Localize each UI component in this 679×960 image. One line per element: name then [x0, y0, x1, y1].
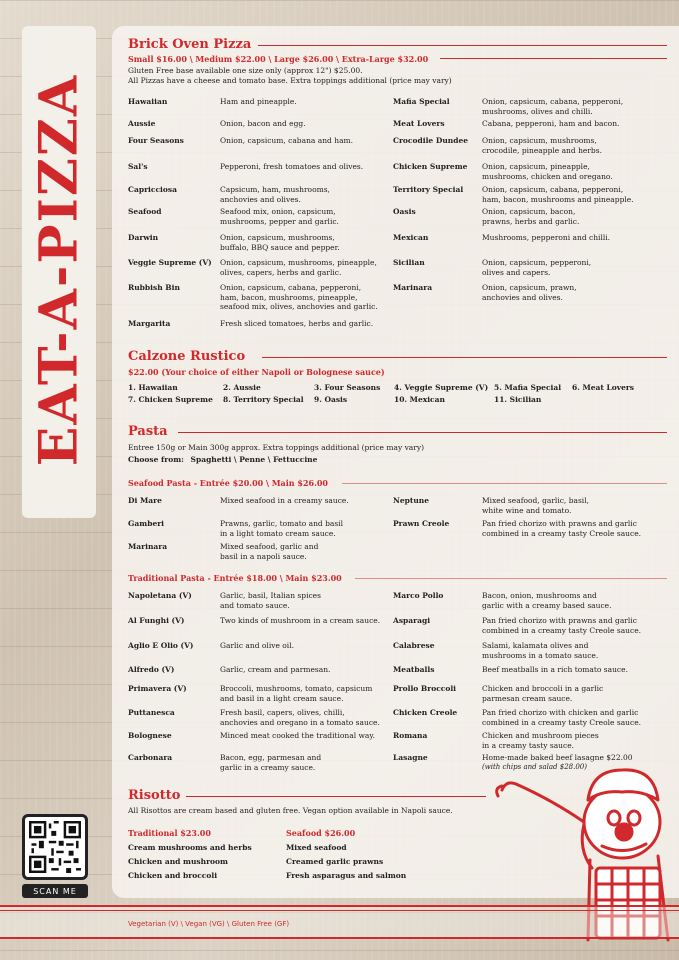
- menu-item-description: Mixed seafood, garlic and basil in a napoli sauce.: [220, 542, 319, 561]
- risotto-item: Fresh asparagus and salmon: [286, 871, 407, 880]
- menu-item-name: Darwin: [128, 233, 159, 242]
- menu-item-name: Marinara: [128, 542, 168, 551]
- menu-item-description: Garlic and olive oil.: [220, 641, 294, 650]
- menu-item-name: Mexican: [393, 233, 429, 242]
- risotto-traditional-header: Traditional $23.00: [128, 828, 211, 838]
- menu-item-name: Marco Pollo: [393, 591, 444, 600]
- menu-item-description: Onion, capsicum, cabana, pepperoni, ham, bacon, mushrooms and pineapple.: [482, 185, 634, 204]
- pasta-choose-label: Choose from:: [128, 455, 184, 464]
- menu-item-description: Two kinds of mushroom in a cream sauce.: [220, 616, 381, 625]
- risotto-item: Chicken and mushroom: [128, 857, 228, 866]
- pasta-rule: [178, 432, 667, 433]
- menu-item-description: Onion, capsicum, mushrooms, buffalo, BBQ sauce and pepper.: [220, 233, 340, 252]
- calzone-item: 3. Four Seasons: [314, 383, 381, 392]
- pasta-section-title: Pasta: [128, 424, 168, 439]
- menu-item-description: Garlic, basil, Italian spices and tomato sauce.: [220, 591, 321, 610]
- menu-item-name: Primavera (V): [128, 684, 187, 693]
- pasta-note: Entree 150g or Main 300g approx. Extra toppings additional (price may vary): [128, 443, 425, 452]
- menu-item-name: Puttanesca: [128, 708, 175, 717]
- calzone-item: 10. Mexican: [394, 395, 445, 404]
- menu-item-name: Marinara: [393, 283, 433, 292]
- menu-item-name: Oasis: [393, 207, 416, 216]
- menu-item-description: Minced meat cooked the traditional way.: [220, 731, 376, 740]
- calzone-section-title: Calzone Rustico: [128, 349, 246, 364]
- menu-item-description: Mixed seafood in a creamy sauce.: [220, 496, 349, 505]
- menu-item-description: Capsicum, ham, mushrooms, anchovies and olives.: [220, 185, 330, 204]
- risotto-note: All Risottos are cream based and gluten free. Vegan option available in Napoli sauce.: [128, 806, 453, 815]
- menu-item-name: Capricciosa: [128, 185, 177, 194]
- menu-item-name: Di Mare: [128, 496, 162, 505]
- calzone-item: 4. Veggie Supreme (V): [394, 383, 489, 392]
- menu-item-name: Four Seasons: [128, 136, 184, 145]
- menu-item-description: Onion, capsicum, cabana, pepperoni, ham, bacon, mushrooms, pineapple, seafood mix, olives, anchovies and garlic.: [220, 283, 378, 311]
- menu-item-description: Chicken and broccoli in a garlic parmesan cream sauce.: [482, 684, 604, 703]
- menu-item-description: Onion, capsicum, mushrooms, crocodile, pineapple and herbs.: [482, 136, 602, 155]
- menu-item-name: Prollo Broccoli: [393, 684, 457, 693]
- menu-item-name: Asparagi: [393, 616, 431, 625]
- calzone-price: $22.00 (Your choice of either Napoli or Bolognese sauce): [128, 367, 385, 377]
- menu-item-description: Ham and pineapple.: [220, 97, 297, 106]
- menu-item-name: Meat Lovers: [393, 119, 445, 128]
- menu-item-name: Calabrese: [393, 641, 435, 650]
- risotto-item: Cream mushrooms and herbs: [128, 843, 252, 852]
- menu-item-description: Onion, capsicum, pineapple, mushrooms, chicken and oregano.: [482, 162, 613, 181]
- menu-item-description: Onion, bacon and egg.: [220, 119, 306, 128]
- menu-item-description: Home-made baked beef lasagne $22.00: [482, 753, 633, 762]
- pizza-note-base: All Pizzas have a cheese and tomato base. Extra toppings additional (price may vary): [128, 76, 452, 85]
- menu-item-description: Broccoli, mushrooms, tomato, capsicum and basil in a light cream sauce.: [220, 684, 373, 703]
- pasta-choose: [128, 455, 317, 465]
- menu-item-description: Beef meatballs in a rich tomato sauce.: [482, 665, 628, 674]
- menu-item-name: Aglio E Olio (V): [128, 641, 194, 650]
- menu-item-name: Chicken Creole: [393, 708, 458, 717]
- menu-item-description: Garlic, cream and parmesan.: [220, 665, 331, 674]
- risotto-item: Mixed seafood: [286, 843, 347, 852]
- risotto-item: Creamed garlic prawns: [286, 857, 384, 866]
- menu-item-name: Seafood: [128, 207, 162, 216]
- menu-item-name: Territory Special: [393, 185, 464, 194]
- menu-item-description: Onion, capsicum, prawn, anchovies and olives.: [482, 283, 577, 302]
- menu-item-description: Onion, capsicum, pepperoni, olives and capers.: [482, 258, 592, 277]
- calzone-item: 7. Chicken Supreme: [128, 395, 213, 404]
- menu-item-description: Pan fried chorizo with prawns and garlic combined in a creamy tasty Creole sauce.: [482, 616, 642, 635]
- calzone-item: 9. Oasis: [314, 395, 348, 404]
- pizza-rule-2: [440, 58, 667, 59]
- menu-item-name: Veggie Supreme (V): [128, 258, 212, 267]
- pizza-section-title: Brick Oven Pizza: [128, 37, 252, 52]
- menu-item-name: Alfredo (V): [128, 665, 175, 674]
- menu-item-description: Mushrooms, pepperoni and chilli.: [482, 233, 611, 242]
- traditional-pasta-rule: [355, 578, 667, 579]
- risotto-rule: [186, 796, 486, 797]
- menu-item-description: Salami, kalamata olives and mushrooms in a tomato sauce.: [482, 641, 599, 660]
- footer-band: [0, 905, 679, 939]
- seafood-pasta-header: Seafood Pasta - Entrée $20.00 \ Main $26.00: [128, 478, 328, 488]
- dietary-legend: Vegetarian (V) \ Vegan (VG) \ Gluten Free (GF): [128, 920, 290, 928]
- menu-item-name: Al Funghi (V): [128, 616, 185, 625]
- menu-item-name: Lasagne: [393, 753, 428, 762]
- menu-item-description: Mixed seafood, garlic, basil, white wine and tomato.: [482, 496, 589, 515]
- seafood-pasta-rule: [342, 483, 667, 484]
- calzone-item: 6. Meat Lovers: [572, 383, 635, 392]
- risotto-seafood-header: Seafood $26.00: [286, 828, 356, 838]
- lasagne-note: (with chips and salad $28.00): [482, 763, 587, 771]
- menu-item-description: Pepperoni, fresh tomatoes and olives.: [220, 162, 364, 171]
- menu-item-description: Bacon, onion, mushrooms and garlic with a creamy based sauce.: [482, 591, 612, 610]
- risotto-item: Chicken and broccoli: [128, 871, 218, 880]
- menu-item-description: Onion, capsicum, cabana, pepperoni, mushrooms, olives and chilli.: [482, 97, 624, 116]
- pizza-sizes: Small $16.00 \ Medium $22.00 \ Large $26.00 \ Extra-Large $32.00: [128, 54, 429, 64]
- menu-item-description: Cabana, pepperoni, ham and bacon.: [482, 119, 620, 128]
- pizza-note-gluten: Gluten Free base available one size only (approx 12") $25.00.: [128, 66, 363, 75]
- menu-item-name: Rubbish Bin: [128, 283, 180, 292]
- menu-item-description: Pan fried chorizo with prawns and garlic combined in a creamy tasty Creole sauce.: [482, 519, 642, 538]
- menu-item-description: Onion, capsicum, bacon, prawns, herbs and garlic.: [482, 207, 580, 226]
- menu-item-name: Sal's: [128, 162, 148, 171]
- menu-item-description: Fresh basil, capers, olives, chilli, anchovies and oregano in a tomato sauce.: [220, 708, 380, 727]
- qr-code[interactable]: [22, 814, 88, 880]
- menu-item-description: Prawns, garlic, tomato and basil in a light tomato cream sauce.: [220, 519, 344, 538]
- calzone-item: 1. Hawaiian: [128, 383, 178, 392]
- qr-code-icon: [29, 821, 81, 873]
- calzone-item: 2. Aussie: [223, 383, 261, 392]
- menu-item-name: Prawn Creole: [393, 519, 450, 528]
- menu-item-name: Mafia Special: [393, 97, 450, 106]
- calzone-item: 5. Mafia Special: [494, 383, 562, 392]
- menu-item-description: Onion, capsicum, cabana and ham.: [220, 136, 354, 145]
- menu-item-description: Pan fried chorizo with chicken and garlic combined in a creamy tasty Creole sauce.: [482, 708, 642, 727]
- menu-item-name: Aussie: [128, 119, 156, 128]
- menu-item-name: Meatballs: [393, 665, 435, 674]
- menu-item-name: Napoletana (V): [128, 591, 192, 600]
- menu-item-name: Margarita: [128, 319, 171, 328]
- menu-item-name: Crocodile Dundee: [393, 136, 469, 145]
- menu-item-description: Chicken and mushroom pieces in a creamy tasty sauce.: [482, 731, 599, 750]
- scan-me-label[interactable]: SCAN ME: [22, 884, 88, 898]
- menu-item-name: Chicken Supreme: [393, 162, 468, 171]
- pasta-choose-options: Spaghetti \ Penne \ Fettuccine: [190, 455, 318, 464]
- menu-item-name: Hawaiian: [128, 97, 168, 106]
- calzone-item: 8. Territory Special: [223, 395, 304, 404]
- pizza-rule: [258, 45, 667, 46]
- calzone-item: 11. Sicilian: [494, 395, 542, 404]
- menu-item-description: Fresh sliced tomatoes, herbs and garlic.: [220, 319, 374, 328]
- menu-item-name: Carbonara: [128, 753, 173, 762]
- menu-item-name: Neptune: [393, 496, 430, 505]
- brand-title: EAT-A-PIZZA: [28, 73, 90, 467]
- menu-item-name: Gamberi: [128, 519, 165, 528]
- menu-item-name: Romana: [393, 731, 428, 740]
- menu-item-description: Seafood mix, onion, capsicum, mushrooms, pepper and garlic.: [220, 207, 339, 226]
- menu-item-description: Bacon, egg, parmesan and garlic in a creamy sauce.: [220, 753, 322, 772]
- menu-item-name: Bolognese: [128, 731, 172, 740]
- traditional-pasta-header: Traditional Pasta - Entrée $18.00 \ Main $23.00: [128, 573, 342, 583]
- menu-item-description: Onion, capsicum, mushrooms, pineapple, olives, capers, herbs and garlic.: [220, 258, 377, 277]
- menu-item-name: Sicilian: [393, 258, 425, 267]
- calzone-rule: [262, 357, 667, 358]
- risotto-section-title: Risotto: [128, 788, 181, 803]
